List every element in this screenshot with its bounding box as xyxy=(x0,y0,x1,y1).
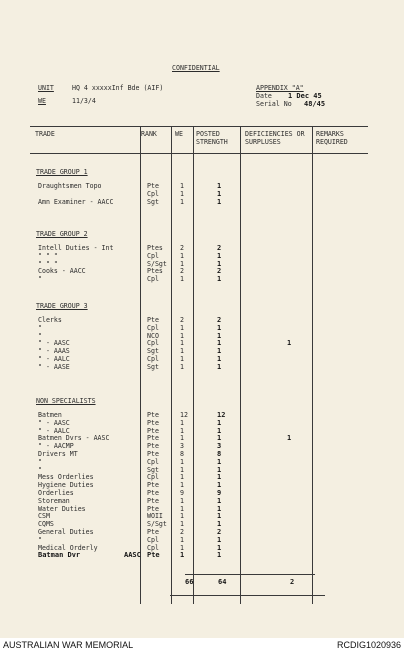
column-header-remarks: REMARKS REQUIRED xyxy=(316,130,348,146)
posted-cell: 1 xyxy=(217,347,222,356)
we-cell: 3 xyxy=(180,442,184,451)
total-posted: 64 xyxy=(218,578,227,586)
trade-cell: Amn Examiner - AACC xyxy=(38,197,114,206)
we-cell: 2 xyxy=(180,316,184,324)
posted-cell: 1 xyxy=(217,331,222,340)
trade-cell: " xyxy=(38,331,42,340)
trade-cell: " - AALC xyxy=(38,426,70,435)
appendix-label: APPENDIX "A" xyxy=(256,84,304,92)
column-header-we: WE xyxy=(175,130,183,138)
rank-cell: Cpl xyxy=(147,457,159,466)
posted-cell: 2 xyxy=(217,244,222,252)
rank-cell: Cpl xyxy=(147,543,159,552)
deficiency-cell: 1 xyxy=(287,434,292,443)
trade-cell: " - AASE xyxy=(38,362,70,371)
group-title: TRADE GROUP 1 xyxy=(36,168,88,176)
trade-cell: " - AACMP xyxy=(38,442,74,451)
posted-cell: 12 xyxy=(217,411,226,419)
posted-cell: 1 xyxy=(217,259,222,268)
trade-cell: " " " xyxy=(38,259,58,268)
we-cell: 9 xyxy=(180,489,184,497)
table-header-rule xyxy=(30,153,368,154)
table-column-rule xyxy=(240,126,241,604)
column-header-rank: RANK xyxy=(141,130,157,138)
total-we: 66 xyxy=(185,578,194,586)
rank-cell: Sgt xyxy=(147,347,159,356)
we-cell: 1 xyxy=(180,189,184,198)
trade-cell: " - AASC xyxy=(38,339,70,348)
trade-cell: " xyxy=(38,535,42,544)
table-top-rule xyxy=(30,126,368,127)
column-header-posted-strength: POSTED STRENGTH xyxy=(196,130,228,146)
trade-cell: Batman Dvr xyxy=(38,551,81,560)
footer-left-text: AUSTRALIAN WAR MEMORIAL xyxy=(3,640,134,650)
trade-cell: Batmen xyxy=(38,411,62,419)
totals-bottom-rule xyxy=(170,595,325,596)
we-cell: 1 xyxy=(180,543,184,552)
we-cell: 1 xyxy=(180,426,184,435)
we-cell: 1 xyxy=(180,251,184,260)
rank-cell: Pte xyxy=(147,528,159,536)
we-cell: 1 xyxy=(180,355,184,363)
posted-cell: 1 xyxy=(217,496,222,505)
rank-cell: Pte xyxy=(147,481,159,490)
rank-cell: Pte xyxy=(147,442,159,451)
rank-cell: Ptes xyxy=(147,267,163,276)
we-value: 11/3/4 xyxy=(72,97,96,105)
unit-label: UNIT xyxy=(38,84,54,92)
rank-cell: S/Sgt xyxy=(147,259,167,268)
trade-cell: " xyxy=(38,457,42,466)
unit-cell: AASC xyxy=(124,551,141,560)
we-cell: 1 xyxy=(180,339,184,348)
we-cell: 1 xyxy=(180,275,184,284)
trade-cell: Hygiene Duties xyxy=(38,481,94,490)
we-cell: 1 xyxy=(180,259,184,268)
totals-top-rule xyxy=(185,574,315,575)
table-column-rule xyxy=(171,126,172,604)
posted-cell: 1 xyxy=(217,182,222,190)
trade-cell: Water Duties xyxy=(38,504,86,513)
date-label: Date xyxy=(256,92,272,100)
posted-cell: 1 xyxy=(217,481,222,490)
we-cell: 1 xyxy=(180,512,184,521)
trade-cell: " - AALC xyxy=(38,355,70,363)
we-cell: 8 xyxy=(180,450,184,458)
posted-cell: 8 xyxy=(217,450,222,458)
posted-cell: 9 xyxy=(217,489,222,497)
posted-cell: 1 xyxy=(217,197,222,206)
posted-cell: 1 xyxy=(217,251,222,260)
rank-cell: Pte xyxy=(147,426,159,435)
we-cell: 1 xyxy=(180,504,184,513)
posted-cell: 1 xyxy=(217,504,222,513)
trade-cell: Medical Orderly xyxy=(38,543,98,552)
rank-cell: Cpl xyxy=(147,473,159,482)
group-title: TRADE GROUP 2 xyxy=(36,230,88,238)
we-cell: 1 xyxy=(180,197,184,206)
posted-cell: 2 xyxy=(217,316,222,324)
rank-cell: Pte xyxy=(147,418,159,427)
we-cell: 2 xyxy=(180,267,184,276)
document-title: CONFIDENTIAL xyxy=(172,64,220,72)
rank-cell: Pte xyxy=(147,450,159,458)
rank-cell: Sgt xyxy=(147,465,159,474)
posted-cell: 3 xyxy=(217,442,222,451)
trade-cell: " - AAAS xyxy=(38,347,70,356)
rank-cell: Cpl xyxy=(147,535,159,544)
trade-cell: " xyxy=(38,465,42,474)
rank-cell: Cpl xyxy=(147,339,159,348)
we-cell: 1 xyxy=(180,496,184,505)
deficiency-cell: 1 xyxy=(287,339,292,348)
table-column-rule xyxy=(193,126,194,604)
trade-cell: " xyxy=(38,275,42,284)
rank-cell: Pte xyxy=(147,316,159,324)
rank-cell: Pte xyxy=(147,496,159,505)
rank-cell: WOII xyxy=(147,512,163,521)
we-cell: 1 xyxy=(180,434,184,443)
posted-cell: 2 xyxy=(217,528,222,536)
posted-cell: 1 xyxy=(217,551,222,560)
posted-cell: 1 xyxy=(217,339,222,348)
rank-cell: Cpl xyxy=(147,251,159,260)
posted-cell: 1 xyxy=(217,362,222,371)
we-cell: 1 xyxy=(180,473,184,482)
posted-cell: 1 xyxy=(217,189,222,198)
we-cell: 1 xyxy=(180,323,184,332)
rank-cell: Pte xyxy=(147,489,159,497)
we-cell: 1 xyxy=(180,362,184,371)
date-value: 1 Dec 45 xyxy=(288,92,322,100)
we-cell: 1 xyxy=(180,551,185,560)
trade-cell: " - AASC xyxy=(38,418,70,427)
rank-cell: Pte xyxy=(147,411,159,419)
trade-cell: Batmen Dvrs - AASC xyxy=(38,434,110,443)
trade-cell: CQMS xyxy=(38,520,54,529)
table-column-rule xyxy=(140,126,141,604)
footer-right-text: RCDIG1020936 xyxy=(336,640,401,650)
posted-cell: 1 xyxy=(217,323,222,332)
table-column-rule xyxy=(312,126,313,604)
posted-cell: 1 xyxy=(217,473,222,482)
we-cell: 1 xyxy=(180,331,184,340)
we-cell: 2 xyxy=(180,244,184,252)
we-cell: 1 xyxy=(180,520,184,529)
trade-cell: Intell Duties - Int xyxy=(38,244,114,252)
footer-bar xyxy=(0,638,404,654)
trade-cell: CSM xyxy=(38,512,50,521)
we-cell: 1 xyxy=(180,457,184,466)
rank-cell: Pte xyxy=(147,434,159,443)
serial-value: 48/45 xyxy=(304,100,326,108)
posted-cell: 1 xyxy=(217,465,222,474)
posted-cell: 1 xyxy=(217,535,222,544)
we-cell: 1 xyxy=(180,481,184,490)
posted-cell: 1 xyxy=(217,520,222,529)
group-title: TRADE GROUP 3 xyxy=(36,302,88,310)
rank-cell: Cpl xyxy=(147,355,159,363)
total-deficiency: 2 xyxy=(290,578,295,586)
we-cell: 1 xyxy=(180,347,184,356)
rank-cell: Cpl xyxy=(147,323,159,332)
group-title: NON SPECIALISTS xyxy=(36,397,96,405)
trade-cell: Drivers MT xyxy=(38,450,78,458)
we-cell: 12 xyxy=(180,411,188,419)
we-cell: 2 xyxy=(180,528,184,536)
posted-cell: 1 xyxy=(217,418,222,427)
rank-cell: Sgt xyxy=(147,197,159,206)
posted-cell: 1 xyxy=(217,543,222,552)
rank-cell: Pte xyxy=(147,504,159,513)
unit-value: HQ 4 xxxxxInf Bde (AIF) xyxy=(72,84,164,92)
trade-cell: Clerks xyxy=(38,316,62,324)
column-header-trade: TRADE xyxy=(35,130,55,138)
posted-cell: 1 xyxy=(217,426,222,435)
rank-cell: Pte xyxy=(147,551,160,560)
serial-label: Serial No xyxy=(256,100,292,108)
trade-cell: Mess Orderlies xyxy=(38,473,94,482)
we-cell: 1 xyxy=(180,418,184,427)
we-cell: 1 xyxy=(180,182,184,190)
trade-cell: General Duties xyxy=(38,528,94,536)
trade-cell: Cooks - AACC xyxy=(38,267,86,276)
rank-cell: NCO xyxy=(147,331,159,340)
we-cell: 1 xyxy=(180,535,184,544)
we-label: WE xyxy=(38,97,46,105)
posted-cell: 1 xyxy=(217,457,222,466)
rank-cell: Cpl xyxy=(147,275,159,284)
trade-cell: " " " xyxy=(38,251,58,260)
rank-cell: Sgt xyxy=(147,362,159,371)
trade-cell: Draughtsmen Topo xyxy=(38,182,102,190)
rank-cell: Pte xyxy=(147,182,159,190)
posted-cell: 1 xyxy=(217,512,222,521)
trade-cell: Orderlies xyxy=(38,489,74,497)
posted-cell: 1 xyxy=(217,434,222,443)
rank-cell: Cpl xyxy=(147,189,159,198)
posted-cell: 1 xyxy=(217,275,222,284)
posted-cell: 1 xyxy=(217,355,222,363)
we-cell: 1 xyxy=(180,465,184,474)
trade-cell: Storeman xyxy=(38,496,70,505)
trade-cell: " xyxy=(38,323,42,332)
rank-cell: Ptes xyxy=(147,244,163,252)
posted-cell: 2 xyxy=(217,267,222,276)
column-header-deficiencies: DEFICIENCIES OR SURPLUSES xyxy=(245,130,305,146)
rank-cell: S/Sgt xyxy=(147,520,167,529)
